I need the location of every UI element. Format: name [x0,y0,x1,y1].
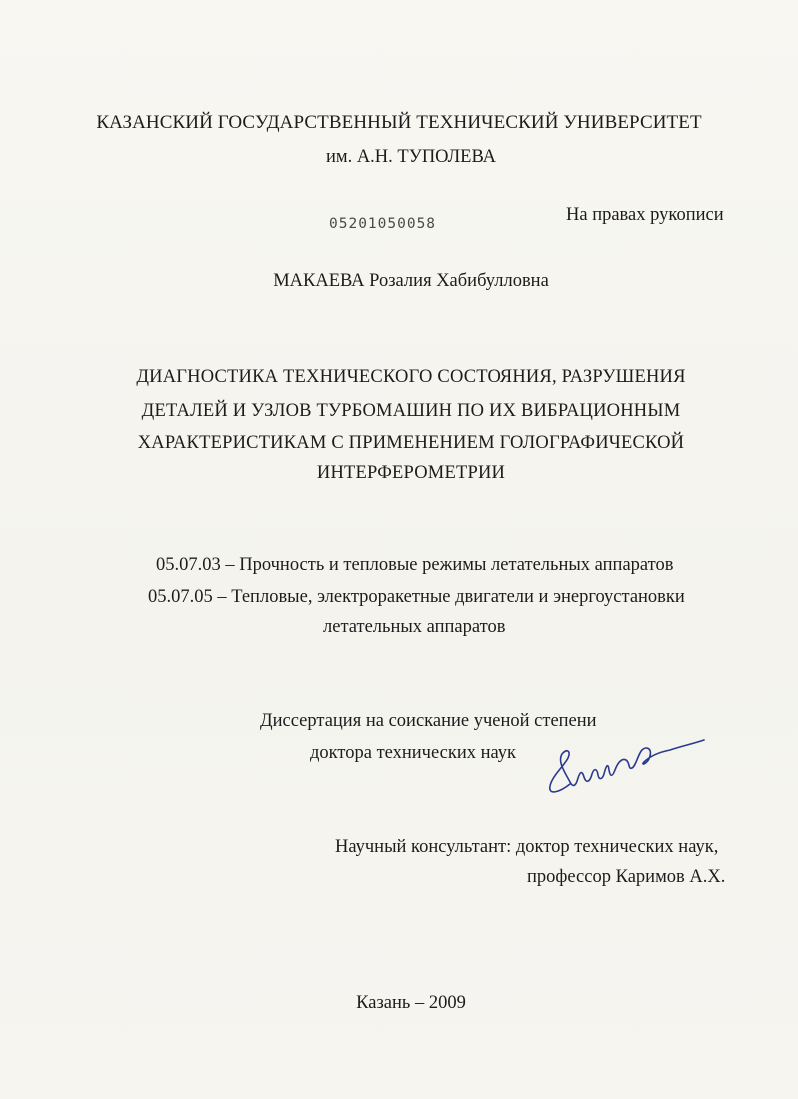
manuscript-rights: На правах рукописи [566,205,724,225]
author-signature [540,722,710,812]
consultant-line-1: Научный консультант: доктор технических наук, [335,837,719,857]
city-year: Казань – 2009 [356,993,466,1013]
consultant-line-2: профессор Каримов А.Х. [527,867,726,887]
dissertation-degree-line-1: Диссертация на соискание ученой степени [260,711,597,731]
author-name: МАКАЕВА Розалия Хабибулловна [273,271,549,291]
archive-stamp-number: 05201050058 [329,216,437,232]
university-name: КАЗАНСКИЙ ГОСУДАРСТВЕННЫЙ ТЕХНИЧЕСКИЙ УНИВЕРСИТЕТ [96,112,702,133]
dissertation-degree-line-2: доктора технических наук [310,743,517,763]
specialty-line-2: 05.07.05 – Тепловые, электроракетные двигатели и энергоустановки [148,587,685,607]
specialty-line-3: летательных аппаратов [323,617,506,637]
title-line-1: ДИАГНОСТИКА ТЕХНИЧЕСКОГО СОСТОЯНИЯ, РАЗРУШЕНИЯ [136,367,686,387]
university-dedication: им. А.Н. ТУПОЛЕВА [325,147,497,167]
title-line-3: ХАРАКТЕРИСТИКАМ С ПРИМЕНЕНИЕМ ГОЛОГРАФИЧЕСКОЙ [137,433,685,453]
specialty-line-1: 05.07.03 – Прочность и тепловые режимы летательных аппаратов [156,555,674,575]
title-line-2: ДЕТАЛЕЙ И УЗЛОВ ТУРБОМАШИН ПО ИХ ВИБРАЦИОННЫМ [141,401,681,421]
title-line-4: ИНТЕРФЕРОМЕТРИИ [316,463,506,483]
